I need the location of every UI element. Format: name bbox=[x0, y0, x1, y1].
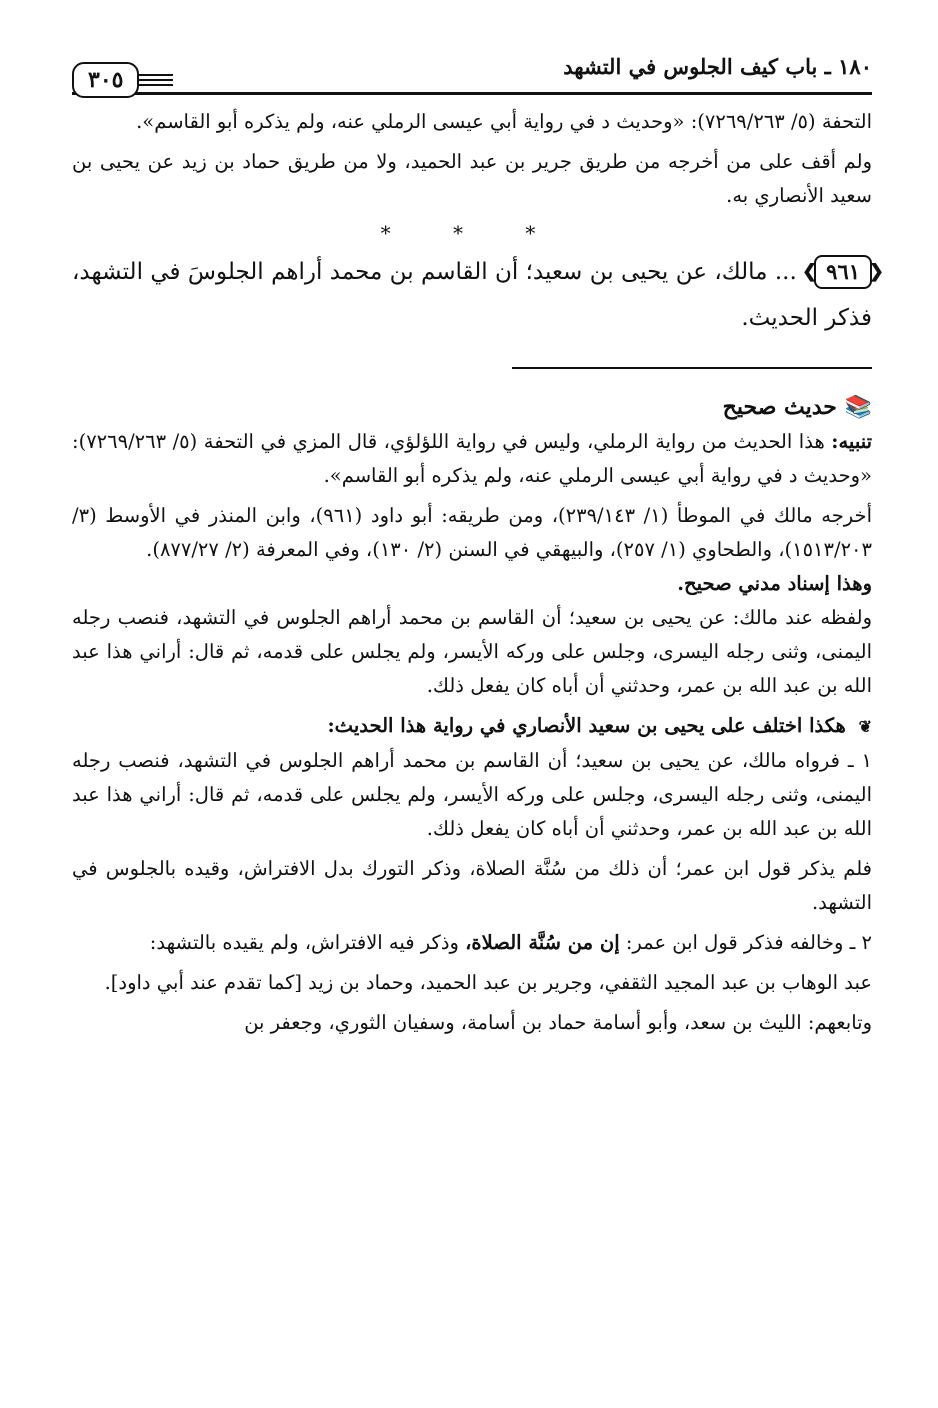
paragraph-tanbih bbox=[72, 425, 872, 493]
section-title: حديث صحيح bbox=[722, 394, 837, 420]
paragraph: ولم أقف على من أخرجه من طريق جرير بن عبد الحميد، ولا من طريق حماد بن زيد عن يحيى بن سعيد الأنصاري به. bbox=[72, 150, 872, 207]
hadith-text bbox=[72, 249, 872, 341]
section-heading bbox=[72, 389, 872, 425]
chapter-title: ١٨٠ ـ باب كيف الجلوس في التشهد bbox=[563, 54, 872, 79]
divider bbox=[512, 367, 872, 369]
separator-stars: * * * bbox=[380, 221, 564, 245]
paragraph-item1-note: فلم يذكر قول ابن عمر؛ أن ذلك من سُنَّة الصلاة، وذكر التورك بدل الافتراش، وقيده بالجلوس في التشهد. bbox=[72, 857, 872, 914]
tanbih-text: هذا الحديث من رواية الرملي، وليس في رواية اللؤلؤي، قال المزي في التحفة (٥/ ٧٢٦٩/٢٦٣): «وحديث د في رواية أبي عيسى الرملي عنه، ولم يذكره أبو القاسم». bbox=[72, 430, 872, 487]
paragraph-takhrij: أخرجه مالك في الموطأ (١/ ٢٣٩/١٤٣)، ومن طريقه: أبو داود (٩٦١)، وابن المنذر في الأوسط (٣/ ١٥١٣/٢٠٣)، والطحاوي (١/ ٢٥٧)، والبيهقي في السنن (٢/ ١٣٠)، وفي المعرفة (٢/ ٨٧٧/٢٧). bbox=[72, 504, 872, 561]
item2-part-a: ٢ ـ وخالفه فذكر قول ابن عمر: bbox=[625, 931, 872, 954]
ornament-lines bbox=[139, 74, 173, 86]
paragraph-item2-note: عبد الوهاب بن عبد المجيد الثقفي، وجرير بن عبد الحميد، وحماد بن زيد [كما تقدم عند أبي داود]. bbox=[104, 971, 872, 994]
paragraph-item1: ١ ـ فرواه مالك، عن يحيى بن سعيد؛ أن القاسم بن محمد أراهم الجلوس في التشهد، فنصب رجله اليمنى، وثنى رجله اليسرى، وجلس على وركه الأيسر، ولم يجلس على قدمه، ثم قال: أراني هذا عبد الله بن عبد الله بن عمر، وحدثني أن أباه كان يفعل ذلك. bbox=[72, 749, 872, 840]
page-number: ٣٠٥ bbox=[72, 62, 139, 98]
item2-quote: إن من سُنَّة الصلاة، bbox=[465, 931, 620, 954]
page bbox=[72, 52, 872, 1040]
item2-part-c: وذكر فيه الافتراش، ولم يقيده بالتشهد: bbox=[149, 931, 459, 954]
paragraph-ikhtilaf bbox=[72, 709, 872, 744]
page-number-badge bbox=[72, 62, 177, 98]
paragraph: التحفة (٥/ ٧٢٦٩/٢٦٣): «وحديث د في رواية أبي عيسى الرملي عنه، ولم يذكره أبو القاسم». bbox=[136, 110, 872, 133]
hadith-body: ... مالك، عن يحيى بن سعيد؛ أن القاسم بن محمد أراهم الجلوسَ في التشهد، فذكر الحديث. bbox=[72, 259, 872, 331]
ikhtilaf-text: هكذا اختلف على يحيى بن سعيد الأنصاري في رواية هذا الحديث: bbox=[327, 714, 846, 737]
hadith-number: ❮ ٩٦١ ❯ bbox=[814, 255, 872, 289]
paragraph-item2 bbox=[72, 926, 872, 960]
flower-icon: ❦ bbox=[858, 717, 872, 736]
tanbih-label: تنبيه: bbox=[831, 430, 873, 453]
paragraph-lafzuh: ولفظه عند مالك: عن يحيى بن سعيد؛ أن القاسم بن محمد أراهم الجلوس في التشهد، فنصب رجله اليمنى، وثنى رجله اليسرى، وجلس على وركه الأيسر، ولم يجلس على قدمه، ثم قال: أراني هذا عبد الله بن عبد الله بن عمر، وحدثني أن أباه كان يفعل ذلك. bbox=[72, 606, 872, 697]
book-icon: 📚 bbox=[844, 394, 872, 420]
paragraph-isnad: وهذا إسناد مدني صحيح. bbox=[677, 572, 872, 595]
page-header bbox=[72, 52, 872, 95]
paragraph-tabaahum: وتابعهم: الليث بن سعد، وأبو أسامة حماد بن أسامة، وسفيان الثوري، وجعفر بن bbox=[244, 1011, 872, 1034]
